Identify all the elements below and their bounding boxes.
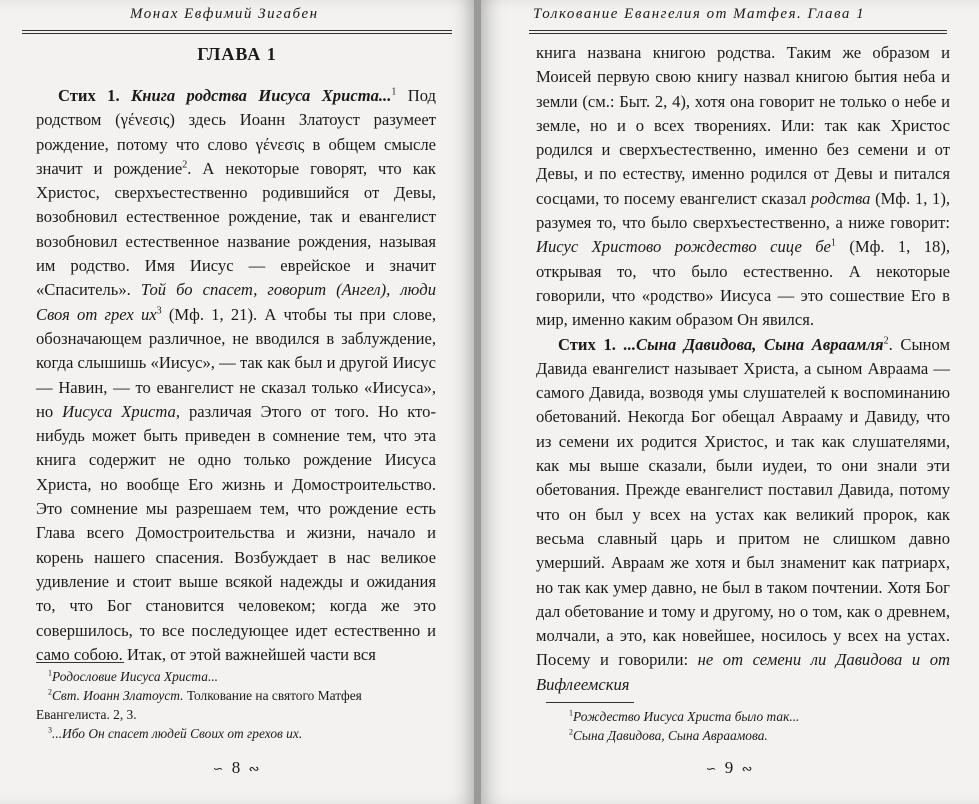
footnote xyxy=(36,724,436,743)
page-number-left xyxy=(0,758,474,778)
paragraph-text: (Мф. 1, 1), разумея то, что было сверхъестественно, а ниже говорит: xyxy=(536,188,951,233)
paragraph-text: . А некоторые говорят, что как Христос, сверхъестественно родившийся от Девы, возобновил естественное рождение, так и евангелист возобновил естественное название рождения, называя им родство. Имя Иисус — еврейское и значит «Спаситель». xyxy=(36,158,436,300)
page-number-right xyxy=(481,758,979,778)
scripture-quote: не от семени ли Давидова и от Вифлеемския xyxy=(536,650,950,694)
paragraph-text: Под родством (γένεσις) здесь Иоанн Златоуст разумеет рождение, потому что слово γένεσις в общем смысле значит и рождение xyxy=(36,86,436,178)
footnote-number: 1 xyxy=(569,708,573,718)
page-number: 8 xyxy=(231,758,243,777)
verse-label: Стих 1. xyxy=(558,334,624,354)
footnote-text: Сына Давидова, Сына Авраамова. xyxy=(573,728,768,743)
footnote xyxy=(557,707,957,726)
ornament-icon: ∽ xyxy=(212,761,226,776)
left-page xyxy=(0,0,474,804)
running-head-right: Толкование Евангелия от Матфея. Глава 1 xyxy=(533,6,866,22)
footnote-text: Рождество Иисуса Христа было так... xyxy=(573,709,800,724)
ornament-icon: ∾ xyxy=(741,761,755,776)
footnote-author: Свт. Иоанн Златоуст. xyxy=(52,688,184,703)
footnote-number: 2 xyxy=(569,727,573,737)
ornament-icon: ∽ xyxy=(705,761,719,776)
paragraph-text: (Мф. 1, 21). А чтобы ты при слове, обозначающем различное, не вводился в заблуждение, когда слышишь «Иисус», — так как был и другой Иисус — Навин, — то евангелист не сказал только «Иисуса», но xyxy=(36,304,437,421)
paragraph xyxy=(36,84,436,667)
footnotes-left xyxy=(36,667,436,743)
right-page xyxy=(481,0,979,804)
paragraph xyxy=(536,333,950,697)
paragraph xyxy=(536,41,950,333)
left-body-text xyxy=(36,84,436,667)
scripture-quote: Иисуса Христа xyxy=(62,401,176,421)
chapter-title: ГЛАВА 1 xyxy=(197,44,277,64)
running-head-left: Монах Евфимий Зигабен xyxy=(130,6,319,22)
scripture-quote: родства xyxy=(810,188,871,208)
footnote-text: Толкование на святого Матфея Евангелиста. 2, 3. xyxy=(36,688,362,722)
ornament-icon: ∾ xyxy=(248,761,262,776)
footnotes-right xyxy=(557,707,957,745)
verse-quote: Книга родства Иисуса Христа... xyxy=(131,86,392,105)
verse-quote: ...Сына Давидова, Сына Авраамля xyxy=(623,334,884,354)
footnote xyxy=(36,686,436,724)
footnote-number: 2 xyxy=(48,687,52,697)
header-rule-right xyxy=(529,30,947,34)
footnote-number: 1 xyxy=(48,668,52,678)
scripture-quote: Той бо спасет, говорит (Ангел), люди Своя от грех их xyxy=(36,280,437,324)
footnote-rule-left xyxy=(36,662,124,663)
paragraph-text: . Сыном Давида евангелист называет Христа, а сыном Авраама — самого Давида, возводя умы слушателей к воспоминанию обетований. Некогда Бог обещал Аврааму и Давиду, что из семени их родится Христос, и так как слушателями, как мы выше сказали, были иудеи, то они знали эти обетования. Прежде евангелист поставил Давида, потому что он был у всех на устах как великий пророк, как весьма славный царь и притом не слишком давно умерший. Авраам же хотя и был знаменит как патриарх, но так как умер давно, не был в таком почтении. Хотя Бог дал обетование и тому и другому, но о том, как о древнем, молчали, а это, как новейшее, носилось у всех на устах. Посему и говорили: xyxy=(536,334,950,670)
footnote-ref: 3 xyxy=(156,305,162,317)
footnote-ref: 2 xyxy=(883,335,889,347)
footnote-ref: 1 xyxy=(391,86,397,98)
footnote-rule-right xyxy=(546,702,634,703)
header-rule-left xyxy=(22,30,452,34)
footnote-ref: 1 xyxy=(830,237,836,249)
book-spine xyxy=(474,0,481,804)
verse-label: Стих 1. xyxy=(58,86,120,105)
paragraph-text: книга названа книгою родства. Таким же образом и Моисей первую свою книгу назвал книгою бытия неба и земли (см.: Быт. 2, 4), хотя она говорит не только о небе и земле, но и о всех творениях. Или: так как Христос родился и сверхъестественно, именно без семени и от Девы, и по естеству, именно родился от Девы и питался сосцами, то посему евангелист сказал xyxy=(536,43,950,208)
footnote-number: 3 xyxy=(48,725,52,735)
paragraph-text: (Мф. 1, 18), открывая то, что было естественно. А некоторые говорили, что «родство» Иисуса — это сошествие Его в мир, именно каким образом Он явился. xyxy=(536,237,950,330)
paragraph-text: , различая Этого от того. Но кто-нибудь может быть приведен в сомнение тем, что эта книга содержит не одно только рождение Иисуса Христа, но вообще Его жизнь и Домостроительство. Это сомнение мы разрешаем тем, что рождение есть Глава всего Домостроительства и жизни, начало и корень нашего спасения. Возбуждает в нас великое удивление и стоит выше всякой надежды и ожидания то, что Бог становится человеком; когда же это совершилось, то все последующее идет естественно и само собою. Итак, от этой важнейшей части вся xyxy=(36,401,436,664)
right-body-text xyxy=(536,41,950,697)
scripture-quote: Иисус Христово рождество сице бе xyxy=(536,237,831,257)
footnote xyxy=(36,667,436,686)
footnote-ref: 2 xyxy=(182,159,188,171)
page-number: 9 xyxy=(724,758,736,777)
footnote-text: ...Ибо Он спасет людей Своих от грехов их. xyxy=(52,726,303,741)
footnote-text: Родословие Иисуса Христа... xyxy=(52,669,219,684)
footnote xyxy=(557,726,957,745)
